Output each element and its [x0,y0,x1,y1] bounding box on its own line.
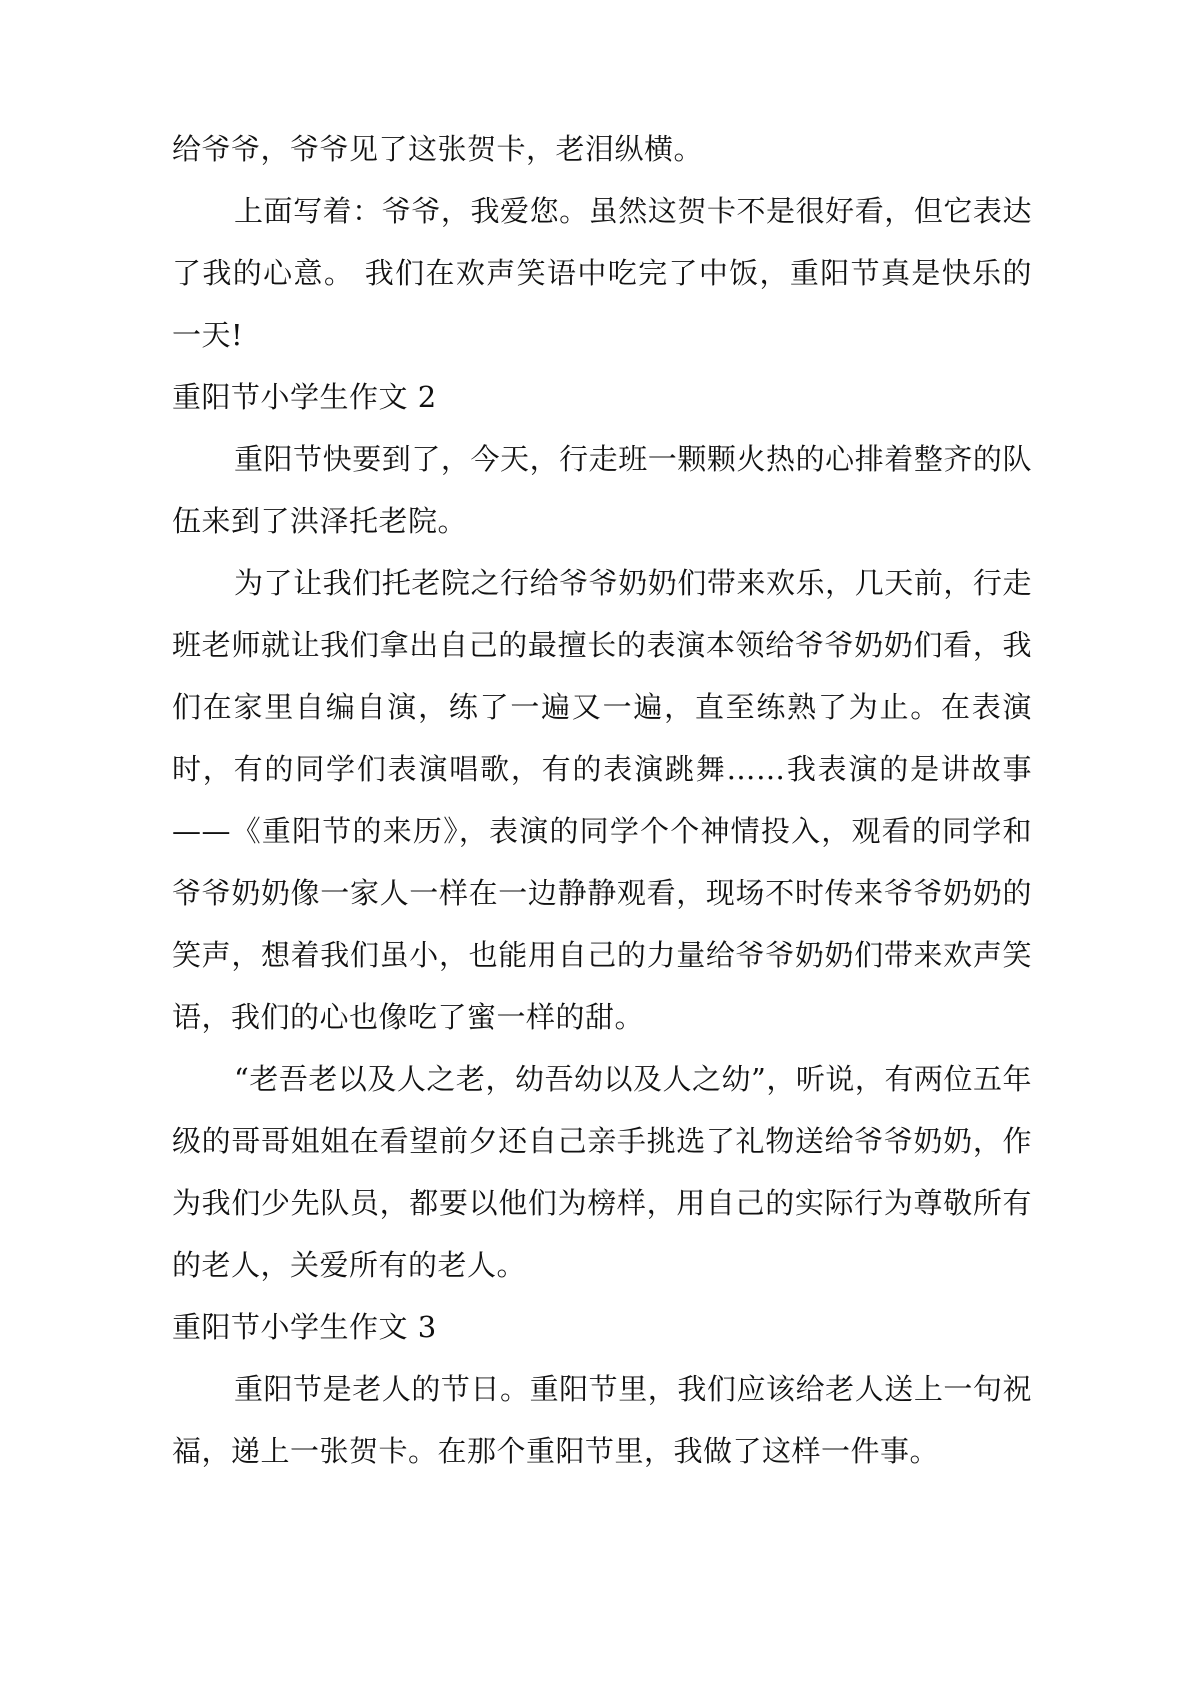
essay-heading-2: 重阳节小学生作文 2 [172,380,437,414]
essay-heading-3: 重阳节小学生作文 3 [172,1310,437,1344]
paragraph-nursing-home-visit: 重阳节快要到了，今天，行走班一颗颗火热的心排着整齐的队伍来到了洪泽托老院。 [172,442,1032,538]
paragraph-performance: 为了让我们托老院之行给爷爷奶奶们带来欢乐，几天前，行走班老师就让我们拿出自己的最擅长的表演本领给爷爷奶奶们看，我们在家里自编自演，练了一遍又一遍，直至练熟了为止。在表演时，有的同学们表演唱歌，有的表演跳舞……我表演的是讲故事——《重阳节的来历》，表演的同学个个神情投入，观看的同学和爷爷奶奶像一家人一样在一边静静观看，现场不时传来爷爷奶奶的笑声，想着我们虽小，也能用自己的力量给爷爷奶奶们带来欢声笑语，我们的心也像吃了蜜一样的甜。 [172,566,1032,1034]
document-body [172,118,1032,1482]
paragraph-festival-intro: 重阳节是老人的节日。重阳节里，我们应该给老人送上一句祝福，递上一张贺卡。在那个重阳节里，我做了这样一件事。 [172,1372,1032,1468]
paragraph-respect-elders: “老吾老以及人之老，幼吾幼以及人之幼”，听说，有两位五年级的哥哥姐姐在看望前夕还自己亲手挑选了礼物送给爷爷奶奶，作为我们少先队员，都要以他们为榜样，用自己的实际行为尊敬所有的老人，关爱所有的老人。 [172,1062,1032,1282]
paragraph-greeting-card: 上面写着：爷爷，我爱您。虽然这贺卡不是很好看，但它表达了我的心意。 我们在欢声笑语中吃完了中饭，重阳节真是快乐的一天! [172,194,1032,352]
paragraph-continuation: 给爷爷，爷爷见了这张贺卡，老泪纵横。 [172,132,704,166]
